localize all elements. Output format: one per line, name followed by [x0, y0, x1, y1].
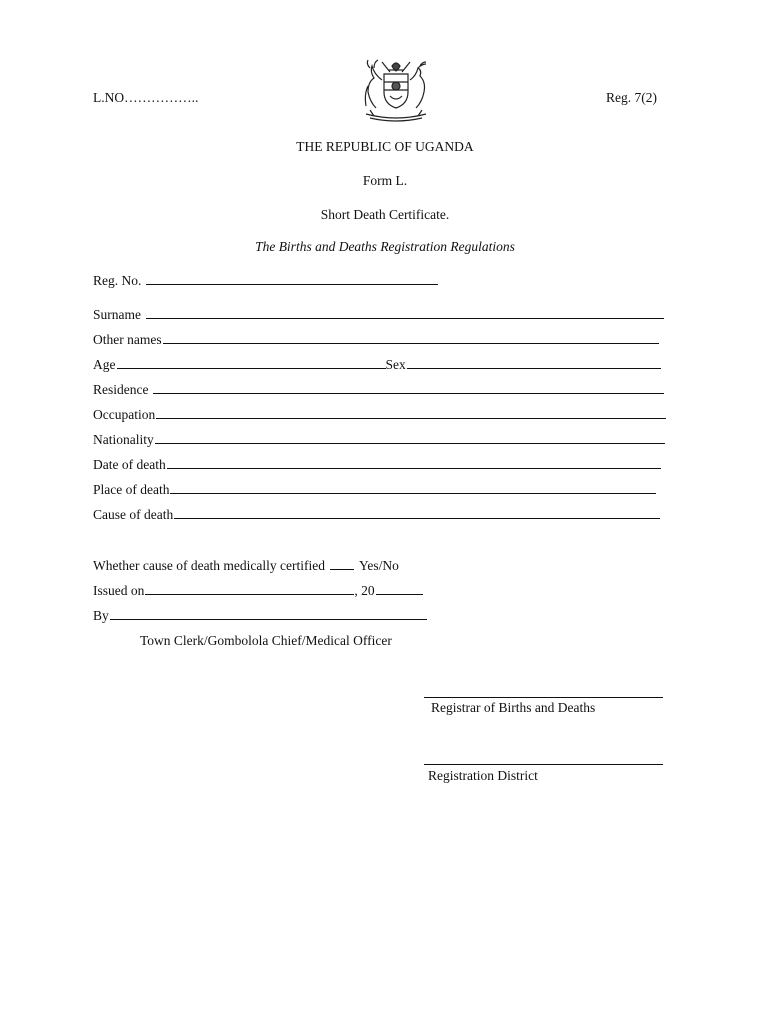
- medically-certified-field[interactable]: [93, 558, 399, 574]
- nationality-line[interactable]: [155, 442, 665, 444]
- nationality-label: Nationality: [93, 432, 154, 447]
- other-names-label: Other names: [93, 332, 162, 347]
- by-line[interactable]: [110, 618, 427, 620]
- surname-field[interactable]: [93, 307, 664, 323]
- cause-of-death-line[interactable]: [174, 517, 660, 519]
- year-prefix-label: , 20: [354, 583, 375, 598]
- surname-line[interactable]: [146, 317, 664, 319]
- date-of-death-field[interactable]: [93, 457, 661, 473]
- district-label: Registration District: [428, 768, 538, 783]
- regulations-title: The Births and Deaths Registration Regulations: [255, 239, 515, 254]
- occupation-field[interactable]: [93, 407, 666, 423]
- place-of-death-field[interactable]: [93, 482, 656, 498]
- age-label: Age: [93, 357, 116, 372]
- reg-no-line[interactable]: [146, 283, 438, 285]
- registrar-signature-line[interactable]: [424, 697, 663, 698]
- by-field[interactable]: [93, 608, 427, 624]
- other-names-field[interactable]: [93, 332, 659, 348]
- reg-no-field[interactable]: [93, 273, 438, 289]
- age-sex-field[interactable]: [93, 357, 661, 373]
- medically-certified-label: Whether cause of death medically certified: [93, 558, 326, 573]
- nationality-field[interactable]: [93, 432, 665, 448]
- reg-no-label: Reg. No.: [93, 273, 142, 288]
- residence-line[interactable]: [153, 392, 664, 394]
- district-signature-line[interactable]: [424, 764, 663, 765]
- medically-certified-line[interactable]: [330, 568, 354, 570]
- cause-of-death-label: Cause of death: [93, 507, 174, 522]
- letter-number: L.NO……………..: [93, 90, 199, 105]
- cause-of-death-field[interactable]: [93, 507, 660, 523]
- date-of-death-label: Date of death: [93, 457, 166, 472]
- residence-field[interactable]: [93, 382, 664, 398]
- coat-of-arms-emblem: [360, 58, 432, 124]
- regulation-reference: Reg. 7(2): [606, 90, 657, 105]
- sex-label: Sex: [385, 357, 406, 372]
- issued-on-field[interactable]: [93, 583, 423, 599]
- yes-no-label: Yes/No: [359, 558, 399, 573]
- occupation-line[interactable]: [156, 417, 666, 419]
- year-line[interactable]: [376, 593, 423, 595]
- surname-label: Surname: [93, 307, 141, 322]
- occupation-label: Occupation: [93, 407, 156, 422]
- issued-on-label: Issued on: [93, 583, 145, 598]
- certificate-title: Short Death Certificate.: [320, 207, 450, 222]
- issued-on-line[interactable]: [145, 593, 354, 595]
- registrar-label: Registrar of Births and Deaths: [431, 700, 596, 715]
- place-of-death-label: Place of death: [93, 482, 170, 497]
- age-line[interactable]: [117, 367, 386, 369]
- country-title: THE REPUBLIC OF UGANDA: [296, 139, 474, 154]
- sex-line[interactable]: [407, 367, 661, 369]
- date-of-death-line[interactable]: [167, 467, 661, 469]
- place-of-death-line[interactable]: [170, 492, 656, 494]
- form-title: Form L.: [362, 173, 408, 188]
- officer-title: Town Clerk/Gombolola Chief/Medical Officer: [140, 633, 392, 648]
- other-names-line[interactable]: [163, 342, 659, 344]
- residence-label: Residence: [93, 382, 149, 397]
- by-label: By: [93, 608, 109, 623]
